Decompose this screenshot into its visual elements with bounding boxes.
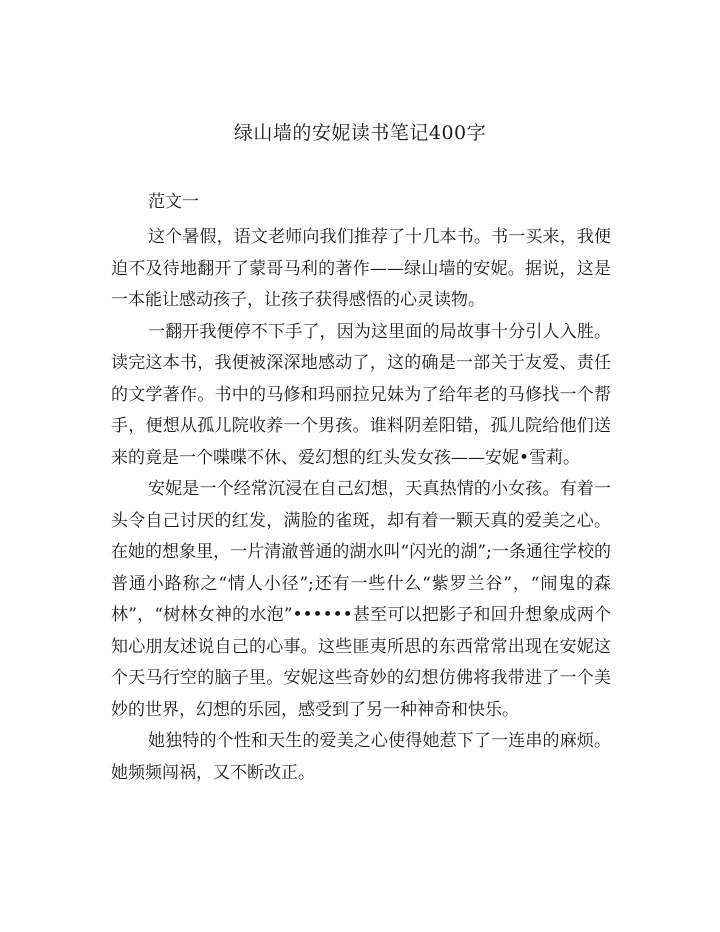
paragraph: 她独特的个性和天生的爱美之心使得她惹下了一连串的麻烦。她频频闯祸，又不断改正。 — [111, 731, 611, 783]
document-body — [111, 222, 611, 789]
paragraph: 这个暑假，语文老师向我们推荐了十几本书。书一买来，我便迫不及待地翻开了蒙哥马利的著作——绿山墙的安妮。据说，这是一本能让感动孩子，让孩子获得感悟的心灵读物。 — [111, 227, 611, 310]
paragraph: 一翻开我便停不下手了，因为这里面的局故事十分引人入胜。读完这本书，我便被深深地感动了，这的确是一部关于友爱、责任的文学著作。书中的马修和玛丽拉兄妹为了给年老的马修找一个帮手，便想从孤儿院收养一个男孩。谁料阴差阳错，孤儿院给他们送来的竟是一个喋喋不休、爱幻想的红头发女孩——安妮•雪莉。 — [111, 321, 611, 468]
document-title: 绿山墙的安妮读书笔记400字 — [233, 122, 487, 144]
paragraph: 安妮是一个经常沉浸在自己幻想，天真热情的小女孩。有着一头令自己讨厌的红发，满脸的雀斑，却有着一颗天真的爱美之心。在她的想象里，一片清澈普通的湖水叫“闪光的湖”;一条通往学校的普通小路称之“情人小径”;还有一些什么“紫罗兰谷”，“闹鬼的森林”，“树林女神的水泡”••••••甚至可以把影子和回升想象成两个知心朋友述说自己的心事。这些匪夷所思的东西常常出现在安妮这个天马行空的脑子里。安妮这些奇妙的幻想仿佛将我带进了一个美妙的世界，幻想的乐园，感受到了另一种神奇和快乐。 — [111, 479, 611, 720]
section-label: 范文一 — [148, 192, 199, 212]
